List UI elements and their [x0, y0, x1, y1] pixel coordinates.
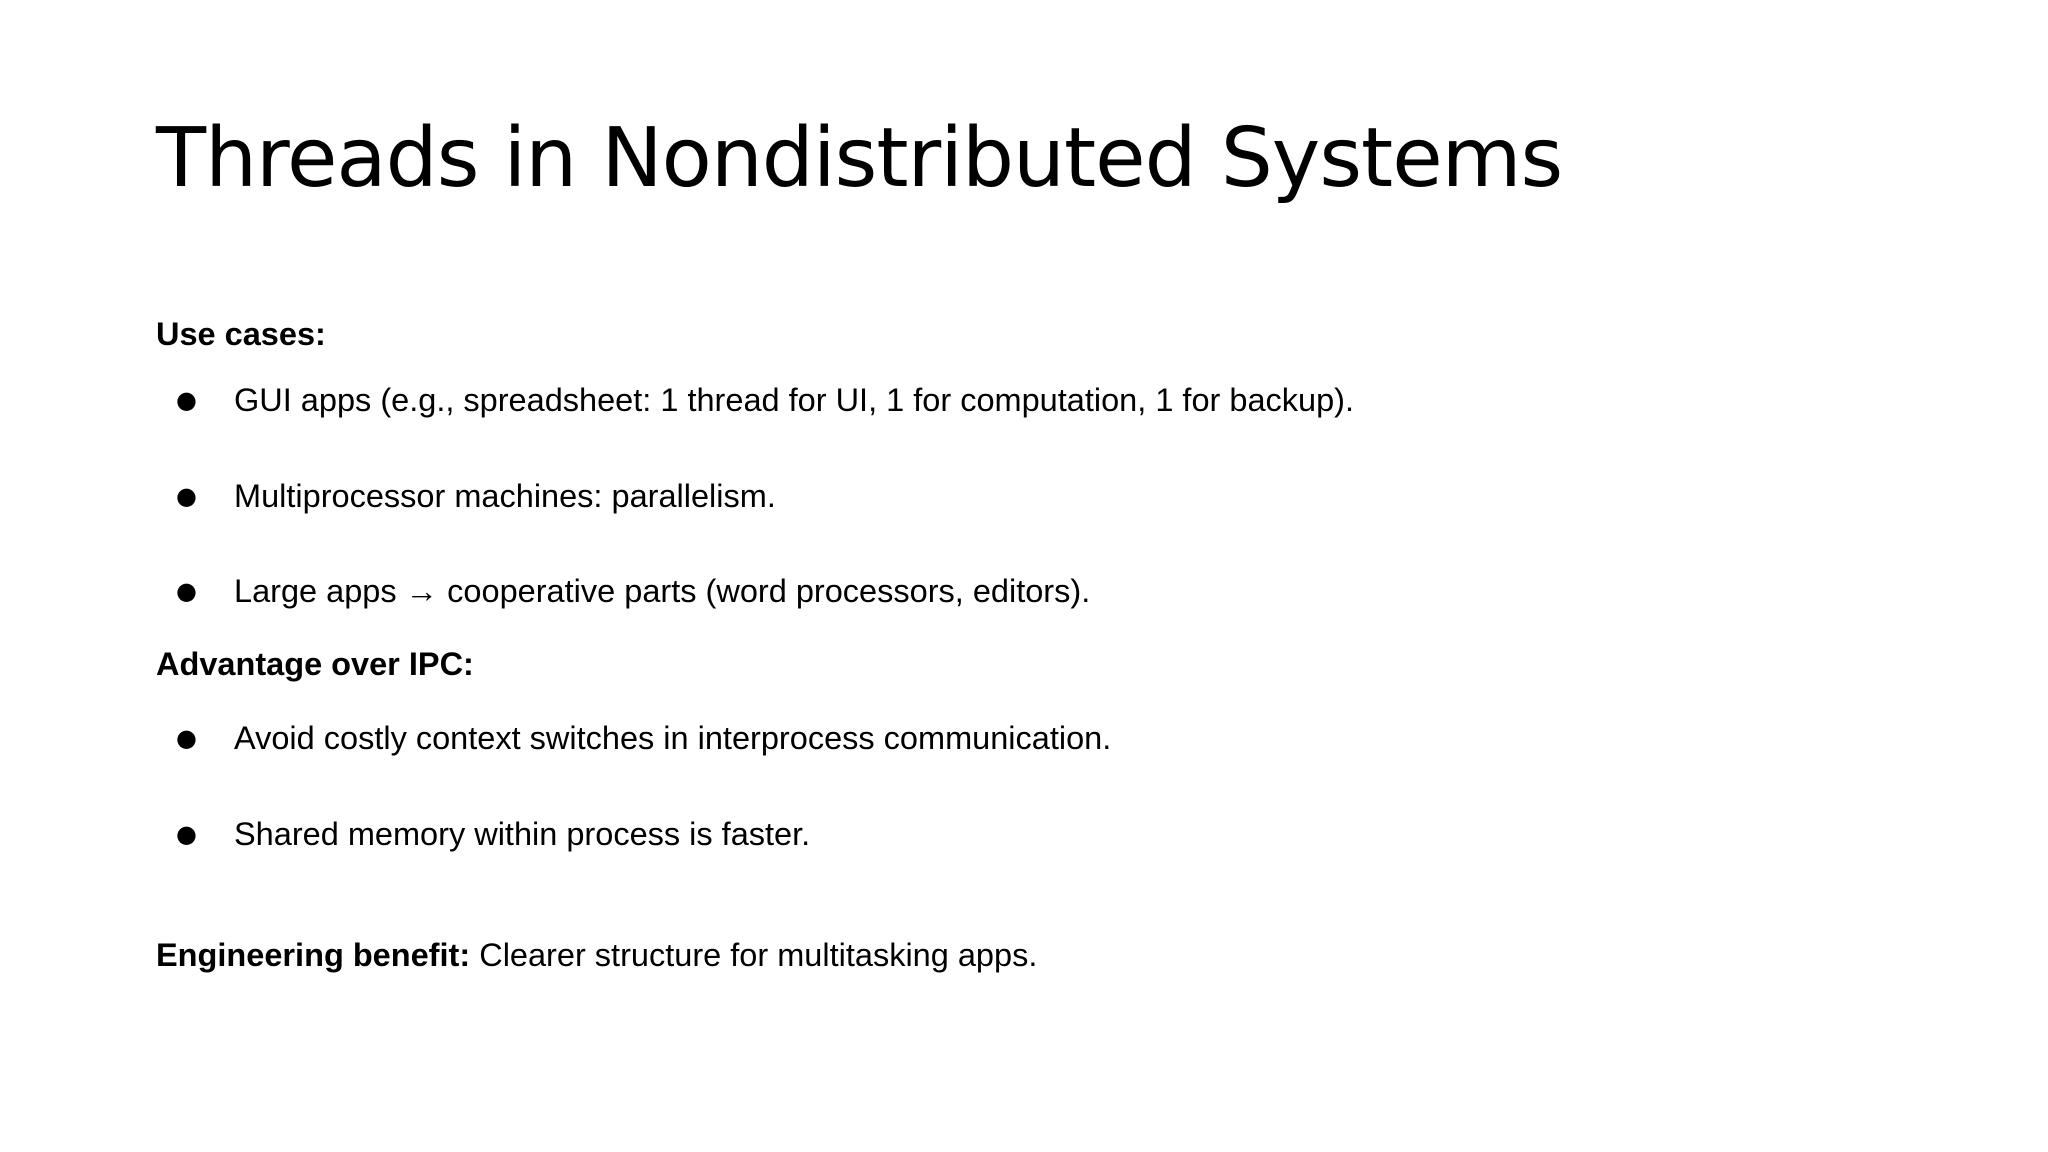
advantage-heading: Advantage over IPC: [156, 646, 474, 682]
use-case-item: Multiprocessor machines: parallelism. [234, 478, 776, 514]
bullet-icon: ● [176, 820, 197, 848]
use-case-item: GUI apps (e.g., spreadsheet: 1 thread for UI, 1 for computation, 1 for backup). [234, 382, 1355, 418]
bullet-icon: ● [176, 482, 197, 510]
advantage-item: Shared memory within process is faster. [234, 816, 811, 852]
engineering-benefit-label: Engineering benefit: [156, 937, 471, 973]
bullet-icon: ● [176, 724, 197, 752]
bullet-icon: ● [176, 577, 197, 605]
engineering-benefit-text: Clearer structure for multitasking apps. [470, 937, 1038, 973]
bullet-icon: ● [176, 386, 197, 414]
engineering-benefit-line [156, 939, 1037, 972]
advantage-item: Avoid costly context switches in interprocess communication. [234, 720, 1112, 756]
use-cases-heading: Use cases: [156, 316, 326, 352]
slide-title: Threads in Nondistributed Systems [156, 111, 1563, 206]
use-case-item: Large apps → cooperative parts (word processors, editors). [234, 573, 1091, 609]
